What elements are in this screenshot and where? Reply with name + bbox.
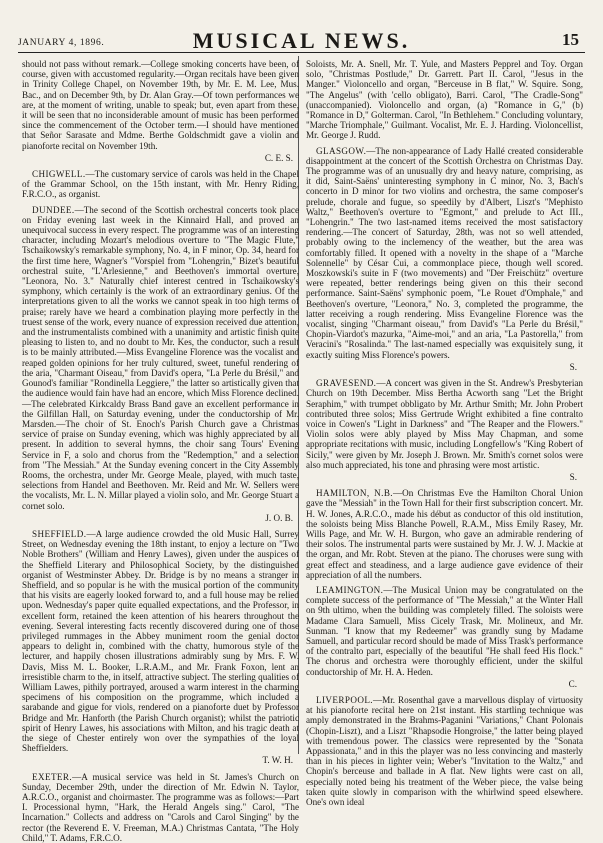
article-signature: C. (568, 678, 577, 689)
article-text: —A musical service was held in St. James's Church on Sunday, December 29th, under the direction of Mr. Edwin N. Taylor, A.R.C.O., organist and choirmaster. The programme was as follows:—Part I. Processional hymn, "Hark, the Herald Angels sing." Carol, "The Incarnation." Collects and address on "Carols and Carol Singing" by the rector (the Reverend E. V. Freeman, M.A.) Christmas Cantata, "The Holy Child," T. Adams, F.R.C.O. (22, 771, 299, 843)
article-text: —The second of the Scottish orchestral concerts took place on Friday evening last week in the Kinnaird Hall, and proved an unequivocal success in every respect. The programme was of an interesting character, including Mozart's melodious overture to "The Magic Flute," Tschaikowsky's remarkable symphony, No. 4, in F minor, Op. 34, heard for the first time here, Wagner's "Vorspiel from "Lohengrin," Bizet's beautiful orchestral suite, "L'Arlesienne," and Beethoven's immortal overture, "Leonora, No. 3." Naturally chief interest centred in Tschaikowsky's symphony, which certainly is the work of an extraordinary genius. Of the interpretations given to all the works we cannot speak in too high terms of praise; rarely have we heard a combination playing more perfectly in the truest sense of the work, every nuance of expression received due attention, and the instrumentalists combined with a unanimity and artistic finish quite pleasing to listen to, and no doubt to Mr. Kes, the conductor, such a result is to be mainly attributed.—Miss Evangeline Florence was the vocalist and reaped golden opinions for her truly cultured, sweet, tuneful rendering of the aria, "Charmant Oiseau," from David's opera, "La Perle du Brésil," and Gounod's familiar "Rondinella Leggiere," the latter so artistically given that the audience would fain have had an encore, which Miss Florence declined.—The celebrated Kirkcaldy Brass Band gave an excellent performance in the Gilfillan Hall, on Saturday evening, under the conductorship of Mr. Marsden.—The choir of St. Enoch's Parish Church gave a Christmas service of praise on Sunday evening, which was highly appreciated by all present. In addition to several hymns, the choir sang Tours' Evening Service in F, a solo and chorus from the "Redemption," and a selection from "The Messiah." At the Sunday evening concert in the City Assembly Rooms, the orchestra, under Mr. George Meale, played, with much taste, selections from Handel and Beethoven. Mr. Reid and Mr. W. Sellers were the vocalists, Mr. L. N. Millar played a violin solo, and Mr. George Stuart a cornet solo. (22, 204, 299, 511)
article-dundee (22, 205, 299, 511)
page-header (18, 26, 585, 53)
article-text: —On Christmas Eve the Hamilton Choral Union gave the "Messiah" in the Town Hall for their first subscription concert. Mr. H. W. Jones, A.R.C.O., made his début as conductor of this old institution, the soloists being Miss Blanche Powell, R.A.M., Miss Emily Rasey, Mr. Wills Page, and Mr. W. H. Burgon, who gave an admirable rendering of their solos. The instrumental parts were sustained by Mr. J. W. J. Mackie at the organ, and Mr. Robt. Steven at the piano. The choruses were sung with great effect and steadiness, and a large audience gave evidence of their appreciation of all the numbers. (306, 488, 583, 580)
header-rule (18, 52, 585, 53)
header-date: JANUARY 4, 1896. (18, 38, 105, 48)
place-heading: SHEFFIELD. (32, 528, 87, 539)
article-paragraph: Soloists, Mr. A. Snell, Mr. T. Yule, and Masters Pepprel and Toy. Organ solo, "Christmas Postlude," Dr. Garrett. Part II. Carol, "Jesus in the Manger." Violoncello and organ, "Berceuse in B flat," W. Squire. Song, "The Angelus" (with 'cello obligato), Barri. Carol, "The Cradle-Song" (unaccompanied). Violoncello and organ, (a) "Romance in G," (b) "Romance in D," Golterman. Carol, "In Bethlehem." Concluding voluntary, "Marche Triomphale," Guilmant. Vocalist, Mr. E. J. Harding. Violoncellist, Mr. George J. Rudd. (306, 59, 583, 141)
place-heading: DUNDEE. (32, 204, 75, 215)
article-signature: J. O. B. (265, 512, 293, 523)
article-signature: S. (569, 361, 577, 372)
article-text: —Mr. Rosenthal gave a marvellous display of virtuosity at his pianoforte recital here on 21st instant. His startling technique was amply demonstrated in the Brahms-Paganini "Variations," Chant Polonais (Chopin-Liszt), and a Liszt "Rhapsodie Hongroise," the latter being played with tremendous power. The classics were represented by the "Sonata Appassionata," and in this the player was no less convincing and masterly than in his pieces in lighter vein; Weber's "Invitation to the Waltz," and Chopin's berceuse and ballade in A flat. New lights were cast on all, especially noted being his treatment of the Weber piece, the valse being taken quite slowly in comparison with the whirlwind speed elsewhere. One's own ideal (306, 694, 583, 808)
article-text: —A concert was given in the St. Andrew's Presbyterian Church on 19th December. Miss Bertha Acworth sang "Let the Bright Seraphim," with trumpet obbligato by Mr. Arthur Smith; Mr. John Probert contributed three solos; Miss Gertrude Wright exhibited a fine contralto voice in Cowen's "Light in Darkness" and "The Reaper and the Flowers." Violin solos were ably played by Miss May Chapman, and some appropriate recitations with music, including Longfellow's "King Robert of Sicily," were given by Mr. Joseph J. Brown. Mr. Smith's cornet solos were also much appreciated, his tone and phrasing were most artistic. (306, 378, 583, 470)
left-column (22, 59, 299, 843)
article-signature: S. (569, 471, 577, 482)
article-sheffield (22, 529, 299, 753)
place-heading: LIVERPOOL. (316, 694, 373, 705)
place-heading: HAMILTON, N.B. (316, 488, 393, 499)
article-signature: C. E. S. (264, 152, 293, 163)
article-liverpool (306, 695, 583, 807)
article-paragraph: should not pass without remark.—College smoking concerts have been, of course, given with accustomed regularity.—Organ recitals have been given in Trinity College Chapel, on November 19th, by Mr. E. M. Lee, Mus. Bac., and on December 9th, by Dr. Alan Gray.—Of town performances we are, at the moment of writing, unable to speak; but, even apart from these, it will be seen that no inconsiderable amount of music has been performed since the commencement of the October term.—I should have mentioned that Señor Sarasate and Mdme. Berthe Goldschmidt gave a violin and pianoforte recital on November 19th. (22, 59, 299, 151)
place-heading: GRAVESEND. (316, 378, 377, 389)
right-column (306, 59, 583, 808)
article-glasgow (306, 146, 583, 360)
article-chigwell (22, 169, 299, 200)
article-exeter (22, 772, 299, 843)
article-signature: T. W. H. (262, 755, 293, 766)
article-gravesend (306, 378, 583, 470)
page-number: 15 (562, 30, 579, 49)
place-heading: LEAMINGTON. (316, 584, 384, 595)
place-heading: EXETER. (32, 771, 73, 782)
article-leamington (306, 585, 583, 677)
article-text: —The Musical Union may be congratulated on the complete success of the performance of "The Messiah," at the Winter Hall on 9th ultimo, when the building was completely filled. The soloists were Madame Clara Samuell, Miss Cicely Trask, Mr. Molineux, and Mr. Sunman. "I know that my Redeemer" was grandly sung by Madame Samuell, and particular record should be made of Miss Trask's performance of the contralto part, especially of the beautiful "He shall feed His flock." The chorus and orchestra were thoroughly efficient, under the skilful conductorship of Mr. H. A. Heden. (306, 584, 583, 677)
article-text: —The non-appearance of Lady Hallé created considerable disappointment at the concert of the Scottish Orchestra on Christmas Day. The programme was of an unusually dry and heavy nature, comprising, as it did, Saint-Saëns' uninteresting symphony in C minor, No. 3, Bach's concerto in D minor for two violins and orchestra, the same composer's prelude, chorale and fugue, so speedily by d'Albert, Liszt's "Mephisto Waltz," Beethoven's overture to "Egmont," and prelude to Act III., "Lohengrin." The two last-named items received the most satisfactory rendering.—The concert of Saturday, 28th, was not so well attended, probably owing to the inclemency of the weather, but the area was comfortably filled. It opened with a novelty in the shape of a "Marche Solennelle" by César Cui, a commonplace piece, though well scored. Moszkowski's suite in F (two movements) and "Der Freischütz" overture were repeated, better renderings being given on this their second performance. Saint-Saëns' symphonic poem, "Le Rouet d'Omphale," and Beethoven's overture, "Leonora," No. 3, completed the programme, the latter receiving a rough rendering. Miss Evangeline Florence was the vocalist, singing "Charmant oiseau," from David's "La Perle du Brésil," Chopin-Viardot's mazurka, "Aime-moi," and an aria, "La Pastorella," from Veracini's "Rosalinda." The last-named especially was exquisitely sung, it exactly suiting Miss Florence's powers. (306, 145, 583, 360)
article-text: —A large audience crowded the old Music Hall, Surrey Street, on Wednesday evening the 18th instant, to enjoy a lecture on "Two Noble Brothers" (William and Henry Lawes), given under the auspices of the Sheffield Literary and Philosophical Society, by the distinguished organist of Westminster Abbey. Dr. Bridge is by no means a stranger in Sheffield, and so popular is he with the musical portion of the community that his visits are eagerly looked forward to, and a full house may be relied upon. Wednesday's paper quite equalled expectations, and the Professor, in excellent form, retained the keen attention of his hearers throughout the evening. Several interesting facts recently discovered during one of those privileged rummages in the Abbey muniment room the genial doctor appears to delight in, combined with the chatty, humorous style of the lecturer, and happily chosen illustrations admirably sung by Mrs. F. W. Davis, Miss M. L. Booker, L.R.A.M., and Mr. Frank Foxon, lent an irresistible charm to the, in itself, attractive subject. The sterling qualities of William Lawes, pithily portrayed, aroused a warm interest in the charming specimens of his composition on the programme, which included a sarabande and gigue for viols, rendered on a pianoforte duet by Professor Bridge and Mr. Hanforth (the Parish Church organist); whilst the patriotic spirit of Henry Lawes, his associations with Milton, and his tragic death at the siege of Chester entirely won over the sympathies of the loyal Sheffielders. (22, 528, 299, 754)
place-heading: CHIGWELL. (32, 169, 86, 180)
article-hamilton (306, 488, 583, 580)
masthead-title: MUSICAL NEWS. (192, 28, 411, 53)
place-heading: GLASGOW. (316, 145, 367, 156)
article-text: —The customary service of carols was held in the Chapel of the Grammar School, on the 15th instant, with Mr. Henry Riding, F.R.C.O., as organist. (22, 169, 299, 200)
